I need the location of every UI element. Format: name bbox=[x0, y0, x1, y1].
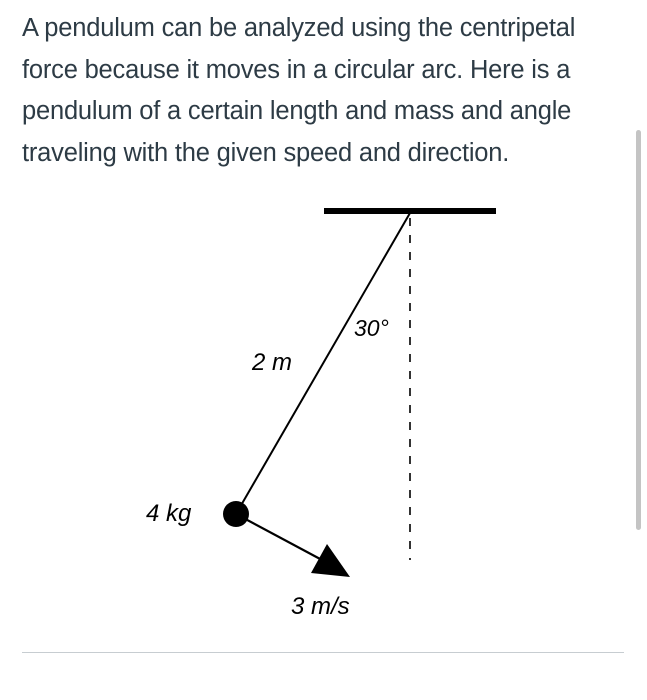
pendulum-bob bbox=[223, 501, 249, 527]
mass-label: 4 kg bbox=[146, 500, 192, 527]
divider-line bbox=[22, 652, 624, 653]
speed-label: 3 m/s bbox=[291, 593, 350, 620]
angle-label: 30° bbox=[354, 315, 389, 341]
length-label: 2 m bbox=[252, 349, 293, 376]
scrollbar-thumb[interactable] bbox=[636, 130, 641, 530]
question-text: A pendulum can be analyzed using the centripetal force because it moves in a circular arc. Here is a pendulum of a certain length and mass and angle traveling with the given speed and direction. bbox=[22, 14, 576, 167]
velocity-arrow-head bbox=[311, 544, 350, 577]
velocity-arrow-shaft bbox=[236, 514, 322, 560]
